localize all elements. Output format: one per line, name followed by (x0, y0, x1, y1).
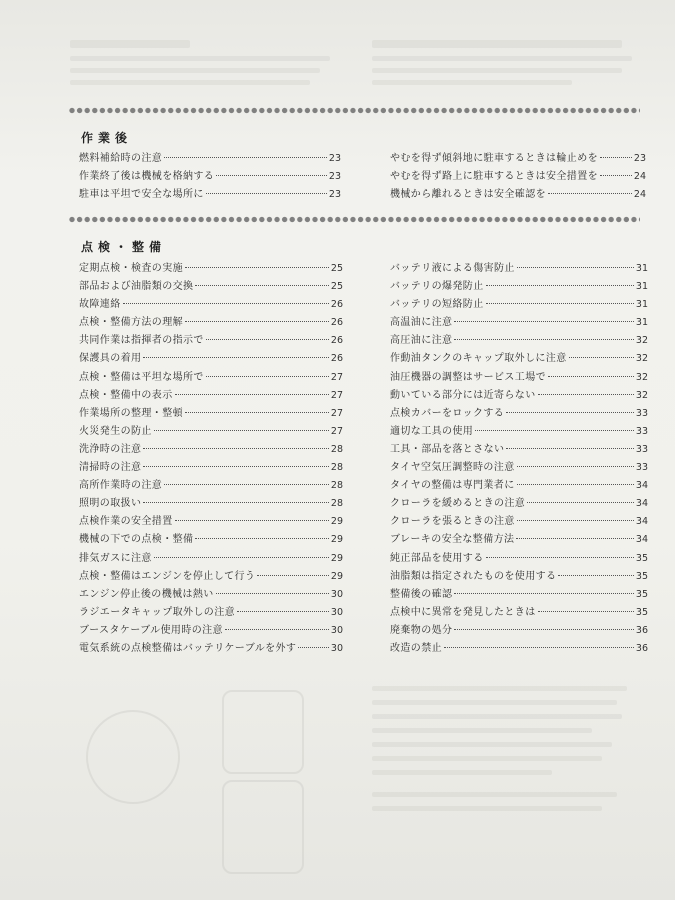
dot-leader (123, 303, 329, 304)
toc-entry-label: 作業場所の整理・整頓 (79, 407, 183, 419)
toc-entry-page: 36 (635, 642, 648, 654)
toc-entry-label: 保護具の着用 (79, 353, 142, 365)
toc-entry-page: 26 (330, 335, 343, 347)
toc-entry-label: 故障連絡 (79, 299, 121, 311)
toc-entry-label: 改造の禁止 (390, 642, 442, 654)
dot-leader (527, 502, 634, 503)
toc-entry[interactable] (79, 422, 343, 440)
dot-leader (517, 267, 634, 268)
toc-entry-label: 機械の下での点検・整備 (79, 534, 194, 546)
toc-entry[interactable] (390, 368, 648, 386)
toc-entry-label: 動いている部分には近寄らない (390, 389, 536, 401)
toc-entry-label: 電気系統の点検整備はバッテリケーブルを外す (79, 642, 297, 654)
toc-entry-page: 30 (330, 606, 343, 618)
dot-leader (538, 394, 634, 395)
toc-column-right (390, 149, 646, 203)
toc-entry-page: 27 (330, 407, 343, 419)
toc-entry-label: 清掃時の注意 (79, 462, 142, 474)
dot-leader (486, 285, 634, 286)
toc-entry-label: 工具・部品を落とさない (390, 443, 505, 455)
toc-entry-label: 機械から離れるときは安全確認を (390, 189, 546, 200)
toc-entry-page: 33 (635, 425, 648, 437)
toc-entry-label: 整備後の確認 (390, 588, 453, 600)
dot-leader (600, 175, 632, 176)
toc-entry-page: 24 (633, 171, 646, 182)
section-title: 作業後 (81, 131, 133, 145)
dot-leader (206, 339, 329, 340)
dot-leader (237, 611, 329, 612)
toc-entry-page: 28 (330, 498, 343, 510)
toc-entry-label: 純正部品を使用する (390, 552, 484, 564)
show-through-mark (372, 68, 622, 73)
toc-entry-page: 28 (330, 480, 343, 492)
toc-entry-page: 29 (330, 534, 343, 546)
toc-entry[interactable] (390, 313, 648, 331)
toc-entry-label: 高温油に注意 (390, 317, 453, 329)
toc-entry-page: 29 (330, 552, 343, 564)
toc-entry-label: 燃料補給時の注意 (79, 153, 163, 164)
show-through-mark (70, 68, 320, 73)
toc-entry-label: 高所作業時の注意 (79, 480, 163, 492)
toc-column-right (390, 259, 648, 657)
toc-entry-page: 30 (330, 588, 343, 600)
toc-entry-page: 36 (635, 624, 648, 636)
toc-entry-label: 点検カバーをロックする (390, 407, 505, 419)
toc-entry[interactable] (390, 494, 648, 512)
toc-entry[interactable] (79, 185, 341, 203)
toc-entry[interactable] (79, 567, 343, 585)
section-divider (68, 215, 640, 224)
dot-leader (600, 157, 632, 158)
toc-entry-page: 35 (635, 570, 648, 582)
show-through-mark (372, 686, 627, 691)
toc-entry[interactable] (390, 476, 648, 494)
toc-entry-page: 29 (330, 570, 343, 582)
toc-entry-label: バッテリ液による傷害防止 (390, 263, 515, 274)
toc-entry[interactable] (79, 368, 343, 386)
toc-entry-label: 部品および油脂類の交換 (79, 281, 194, 293)
dot-leader (143, 466, 329, 467)
toc-entry[interactable] (79, 603, 343, 621)
dot-leader (517, 484, 634, 485)
toc-entry[interactable] (390, 530, 648, 548)
show-through-mark (372, 56, 632, 61)
dot-leader (164, 484, 329, 485)
toc-entry-label: 点検・整備中の表示 (79, 389, 173, 401)
toc-entry[interactable] (390, 621, 648, 639)
toc-entry[interactable] (79, 585, 343, 603)
toc-entry-label: バッテリの短絡防止 (390, 299, 484, 311)
toc-entry-label: 廃棄物の処分 (390, 624, 453, 636)
toc-entry-page: 25 (330, 281, 343, 293)
show-through-label-box (222, 780, 304, 874)
toc-entry[interactable] (79, 494, 343, 512)
section-title: 点検・整備 (81, 240, 167, 254)
toc-entry[interactable] (79, 331, 343, 349)
dot-leader (538, 611, 634, 612)
dot-leader (185, 412, 329, 413)
toc-entry-label: やむを得ず傾斜地に駐車するときは輪止めを (390, 153, 598, 164)
toc-entry-label: 駐車は平坦で安全な場所に (79, 189, 204, 200)
toc-entry-page: 35 (635, 588, 648, 600)
dot-leader (225, 629, 329, 630)
show-through-mark (372, 40, 622, 48)
toc-entry[interactable] (390, 295, 648, 313)
show-through-mark (372, 742, 612, 747)
show-through-mark (372, 714, 622, 719)
toc-entry-page: 25 (330, 263, 343, 274)
toc-entry[interactable] (390, 585, 648, 603)
dot-leader (216, 175, 327, 176)
toc-entry-label: やむを得ず路上に駐車するときは安全措置を (390, 171, 598, 182)
show-through-mark (372, 806, 602, 811)
toc-column-left (79, 149, 341, 203)
toc-entry[interactable] (390, 349, 648, 367)
toc-entry-page: 26 (330, 317, 343, 329)
toc-entry[interactable] (79, 404, 343, 422)
toc-entry-label: 洗浄時の注意 (79, 443, 142, 455)
toc-entry[interactable] (390, 458, 648, 476)
toc-entry[interactable] (390, 422, 648, 440)
dot-leader (175, 394, 329, 395)
dot-leader (486, 557, 634, 558)
toc-entry-label: ブースタケーブル使用時の注意 (79, 624, 223, 636)
toc-entry-page: 34 (635, 498, 648, 510)
toc-entry[interactable] (390, 167, 646, 185)
toc-entry[interactable] (390, 549, 648, 567)
toc-entry-label: 油脂類は指定されたものを使用する (390, 570, 557, 582)
toc-entry-label: 照明の取扱い (79, 498, 142, 510)
toc-entry-label: 油圧機器の調整はサービス工場で (390, 371, 546, 383)
toc-entry-page: 34 (635, 534, 648, 546)
toc-entry[interactable] (390, 259, 648, 277)
dot-leader (454, 321, 634, 322)
toc-entry-page: 32 (635, 335, 648, 347)
dot-leader (164, 157, 327, 158)
toc-entry-page: 34 (635, 516, 648, 528)
dot-leader (185, 267, 329, 268)
toc-entry-label: 排気ガスに注意 (79, 552, 152, 564)
toc-entry-label: 点検作業の安全措置 (79, 516, 173, 528)
toc-entry[interactable] (79, 149, 341, 167)
dot-leader (143, 357, 329, 358)
toc-entry-page: 32 (635, 371, 648, 383)
show-through-mark (70, 56, 330, 61)
toc-entry-page: 28 (330, 462, 343, 474)
toc-entry[interactable] (390, 603, 648, 621)
dot-leader (206, 193, 327, 194)
toc-entry-label: 点検・整備方法の理解 (79, 317, 183, 329)
toc-entry[interactable] (79, 512, 343, 530)
dot-leader (558, 575, 634, 576)
toc-entry[interactable] (390, 149, 646, 167)
toc-entry-label: 点検中に異常を発見したときは (390, 606, 536, 618)
toc-entry-page: 31 (635, 299, 648, 311)
toc-entry[interactable] (390, 404, 648, 422)
section-divider (68, 106, 640, 115)
toc-entry-label: 作業終了後は機械を格納する (79, 171, 215, 182)
toc-entry-label: 共同作業は指揮者の指示で (79, 335, 204, 347)
toc-entry-page: 35 (635, 606, 648, 618)
toc-entry[interactable] (79, 277, 343, 295)
show-through-mark (372, 792, 617, 797)
dot-leader (185, 321, 329, 322)
toc-entry[interactable] (79, 549, 343, 567)
dot-leader (517, 466, 634, 467)
toc-entry-page: 26 (330, 299, 343, 311)
toc-entry-page: 31 (635, 317, 648, 329)
dot-leader (475, 430, 634, 431)
toc-entry[interactable] (390, 639, 648, 657)
dot-leader (454, 629, 634, 630)
toc-entry-label: 定期点検・検査の実施 (79, 263, 183, 274)
dot-leader (257, 575, 329, 576)
toc-entry-page: 32 (635, 389, 648, 401)
toc-entry-label: 適切な工具の使用 (390, 425, 474, 437)
toc-entry-label: タイヤの整備は専門業者に (390, 480, 515, 492)
dot-leader (143, 502, 329, 503)
dot-leader (195, 285, 329, 286)
dot-leader (154, 430, 329, 431)
toc-entry-page: 33 (635, 462, 648, 474)
dot-leader (206, 376, 329, 377)
toc-entry[interactable] (79, 530, 343, 548)
toc-entry-page: 27 (330, 389, 343, 401)
toc-entry-page: 27 (330, 371, 343, 383)
toc-entry[interactable] (79, 259, 343, 277)
toc-entry[interactable] (390, 567, 648, 585)
toc-entry-page: 33 (635, 407, 648, 419)
toc-entry-label: ラジエータキャップ取外しの注意 (79, 606, 235, 618)
toc-entry[interactable] (79, 167, 341, 185)
toc-entry-page: 30 (330, 624, 343, 636)
toc-entry-page: 26 (330, 353, 343, 365)
toc-entry-page: 29 (330, 516, 343, 528)
toc-entry[interactable] (79, 386, 343, 404)
toc-entry-page: 23 (328, 171, 341, 182)
toc-entry[interactable] (390, 386, 648, 404)
dot-leader (517, 520, 634, 521)
toc-entry[interactable] (79, 349, 343, 367)
dot-leader (516, 538, 634, 539)
toc-entry-label: タイヤ空気圧調整時の注意 (390, 462, 515, 474)
toc-entry-page: 33 (635, 443, 648, 455)
toc-entry[interactable] (390, 331, 648, 349)
toc-entry[interactable] (79, 313, 343, 331)
dot-leader (454, 339, 634, 340)
toc-entry[interactable] (79, 440, 343, 458)
toc-entry[interactable] (390, 440, 648, 458)
toc-entry-page: 30 (330, 642, 343, 654)
toc-entry-page: 31 (635, 281, 648, 293)
toc-entry[interactable] (79, 621, 343, 639)
dot-leader (454, 593, 634, 594)
toc-entry-label: 火災発生の防止 (79, 425, 152, 437)
toc-entry-label: 高圧油に注意 (390, 335, 453, 347)
show-through-mark (70, 40, 190, 48)
toc-entry[interactable] (390, 277, 648, 295)
toc-entry[interactable] (390, 512, 648, 530)
dot-leader (195, 538, 329, 539)
dot-leader (569, 357, 634, 358)
toc-entry-label: クローラを張るときの注意 (390, 516, 515, 528)
toc-entry-page: 27 (330, 425, 343, 437)
toc-entry-label: クローラを緩めるときの注意 (390, 498, 526, 510)
show-through-mark (372, 700, 617, 705)
show-through-mark (372, 756, 602, 761)
toc-entry-label: 作動油タンクのキャップ取外しに注意 (390, 353, 567, 365)
toc-entry-label: 点検・整備はエンジンを停止して行う (79, 570, 256, 582)
dot-leader (486, 303, 634, 304)
toc-entry[interactable] (79, 639, 343, 657)
toc-entry-page: 28 (330, 443, 343, 455)
dot-leader (548, 193, 632, 194)
show-through-mark (372, 770, 552, 775)
toc-entry-page: 34 (635, 480, 648, 492)
toc-entry-page: 23 (328, 153, 341, 164)
dot-leader (444, 647, 634, 648)
dot-leader (506, 412, 634, 413)
toc-entry-page: 35 (635, 552, 648, 564)
toc-entry[interactable] (79, 458, 343, 476)
toc-entry[interactable] (79, 476, 343, 494)
toc-entry[interactable] (390, 185, 646, 203)
toc-entry-page: 23 (328, 189, 341, 200)
dot-leader (216, 593, 329, 594)
toc-entry-page: 24 (633, 189, 646, 200)
show-through-mark (372, 728, 592, 733)
toc-entry-page: 32 (635, 353, 648, 365)
toc-entry-page: 23 (633, 153, 646, 164)
toc-entry-label: バッテリの爆発防止 (390, 281, 484, 293)
show-through-illustration (86, 710, 180, 804)
dot-leader (143, 448, 329, 449)
dot-leader (506, 448, 634, 449)
dot-leader (548, 376, 634, 377)
dot-leader (175, 520, 329, 521)
toc-column-left (79, 259, 343, 657)
toc-entry-label: 点検・整備は平坦な場所で (79, 371, 204, 383)
toc-entry-label: エンジン停止後の機械は熱い (79, 588, 214, 600)
toc-entry[interactable] (79, 295, 343, 313)
dot-leader (154, 557, 329, 558)
show-through-mark (372, 80, 572, 85)
show-through-mark (70, 80, 310, 85)
toc-entry-page: 31 (635, 263, 648, 274)
dot-leader (298, 647, 329, 648)
toc-entry-label: ブレーキの安全な整備方法 (390, 534, 515, 546)
show-through-label-box (222, 690, 304, 774)
